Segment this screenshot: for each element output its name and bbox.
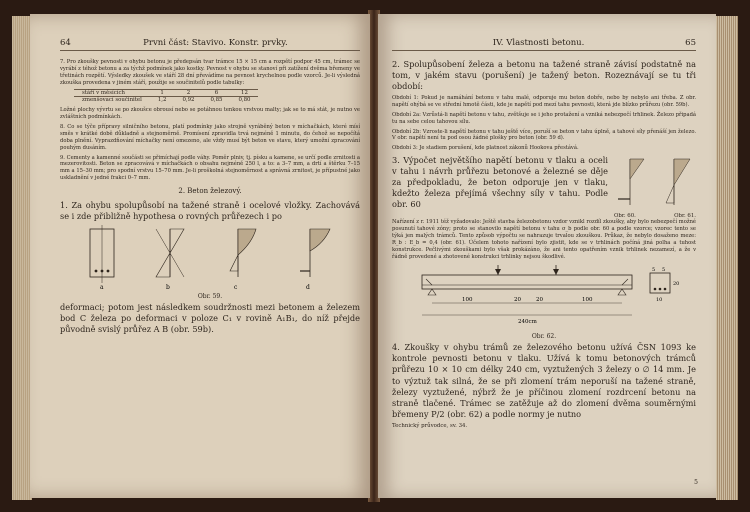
fig60-stress-diagram xyxy=(618,159,644,205)
fig59-label-a: a xyxy=(100,284,104,292)
paragraph-item7b: Ložné plochy vývrtu se po zkoušce obrousí nebo se potáhnou tenkou vrstvou malty; jak se to má stát, je nutno ve zvláštních podmínkách. xyxy=(60,107,360,121)
footer-reference: Technický průvodce, sv. 34. xyxy=(392,422,468,429)
right-header xyxy=(392,38,696,51)
fig59-label-c: c xyxy=(234,284,238,292)
fig62-total-length: 240cm xyxy=(518,319,537,326)
paragraph-item7: 7. Pro zkoušky pevnosti v ohybu betonu je předepsán tvar trámce 15 × 15 cm a rozpětí podpor 45 cm, trámec se vyrábí z téhož betonu a za týchž podmínek jako kostky. Pevnost v ohybu se stanoví při zatížení dvěma břemeny ve třetinách rozpětí. Výsledky zkoušek ve stáří 28 dní převádíme na pevnost krychelnou podle vzorců. Je-li výsledná zkouška provedena v jiném stáří, použije se součinitelů podle tabulky: xyxy=(60,59,360,86)
fig59-caption: Obr. 59. xyxy=(197,293,223,301)
paragraph-period2: Období 2a: Vzrůstá-li napětí betonu v tahu, zvětšuje se i jeho protažení a vzniká nebezpečí trhlinek. Železo připadá tu na sebe celou tahovou sílu. xyxy=(392,111,696,125)
paragraph-deformation: deformaci; potom jest následkem soudržnosti mezi betonem a železem bod C železa po deformaci v poloze C₁ v rovině A₁B₁, do níž přejde původně svislý průřez A B (obr. 59b). xyxy=(60,302,360,335)
fig62-section-dim: 20 xyxy=(673,281,680,288)
table-row-label: zmenšovací součinitel xyxy=(74,97,150,104)
fig62-dim-label: 100 xyxy=(462,297,473,304)
table-cell: 1 xyxy=(150,90,175,97)
paragraph-period4: Období 3: Je stadiem porušení, kde platnost zákonů Hookova přestává. xyxy=(392,145,579,152)
fig59-stress-c xyxy=(230,229,256,291)
fig62-cross-section xyxy=(650,267,679,303)
fig61-caption: Obr. 61. xyxy=(674,213,696,220)
fig62-section-dim: 10 xyxy=(656,297,663,304)
fig62-dim-label: 20 xyxy=(514,297,521,304)
left-header xyxy=(60,38,360,51)
sheet-signature-number: 5 xyxy=(694,479,698,486)
figures-60-61 xyxy=(614,155,696,219)
paragraph-item1: 1. Za ohybu spolupůsobí na tažené straně i ocelové vložky. Zachovává se i zde přibližně hypothesa o rovných průřezech i po xyxy=(60,200,360,222)
fig61-stress-diagram xyxy=(666,159,690,205)
paragraph-period1: Období 1: Pokud je namáhání betonu v tahu malé, odporuje mu beton dobře, nebo by nebylo ani třeba. Z obr. napětí ohýbá se ve střední hmotě části, kde je napětí pod mezí tahu pevnosti, která jde blízko průřezu (obr. 59b). xyxy=(392,95,696,109)
table-cell: 2 xyxy=(174,90,202,97)
table-cell: 0,80 xyxy=(230,97,258,104)
right-page-number: 65 xyxy=(685,38,696,48)
fig62-section-dim: 5 xyxy=(652,267,656,274)
table-row xyxy=(74,90,258,97)
paragraph-item3b: Nařízení z r. 1911 též vyžadovalo: Ještě stavba železobetonu vzdor vznikl rozdíl zkoušky, aby bylo nebezpečí možné posunutí tahové zóny; proto se stanovilo napětí betonu v tahu σ_b podle obr. 60 a podle vzorce; vzorec tento se týká jen malých trámců. Tento způsob výpočtu se nahrazuje trvalou zkouškou. Průkaz, že nebylo dosaženo meze: R_b : E_b = 0,4 (obr. 61). Účelem tohoto nařízení bylo zjistit, kde se v trhlinách počíná jiná polha a tuhost konstrukce. Pečlivými zkouškami bylo však prokázáno, že ani tento opatřením vznik trhlinek nezamezí, a že v řádně provedené a zhotovené konstrukci trhlinky nejsou škodlivé. xyxy=(392,219,696,260)
age-coefficient-table xyxy=(74,89,258,103)
table-cell: 12 xyxy=(230,90,258,97)
table-row-label: stáří v měsících xyxy=(74,90,150,97)
left-page xyxy=(30,14,370,498)
paragraph-item3: 3. Výpočet největšího napětí betonu v tlaku a oceli v tahu i návrh průřezu betonové a železné se děje za předpokladu, že beton odporuje jen v tlaku, kdežto železa přejímá všechny síly v tahu. Podle obr. 60 xyxy=(392,155,608,210)
page-stack-right xyxy=(716,16,738,500)
paragraph-item8: 8. Co se týče přípravy silničního betonu, platí podmínky jako strojně vyráběný beton v míchačkách, které mísí směs v krátké době důkladně a stejnoměrně. Promísení zpravidla trvá nejméně 1 minutu, do čehož se nepočítá doba plnění. Vyprazdňování míchačky není omezeno, ale vždy musí být beton ve stavu, který umožní zpracování pouhým dusáním. xyxy=(60,124,360,151)
fig59-strain-b xyxy=(156,229,184,291)
fig59-label-b: b xyxy=(166,284,170,292)
fig60-caption: Obr. 60. xyxy=(614,213,636,220)
fig62-test-beam xyxy=(422,265,632,295)
left-running-head: Prvni část: Stavivo. Konstr. prvky. xyxy=(143,38,288,48)
fig59-label-d: d xyxy=(306,284,310,292)
figure-60-61-drawing xyxy=(614,155,696,213)
section-title: 2. Beton železový. xyxy=(178,187,242,196)
table-cell: 1,2 xyxy=(150,97,175,104)
figure-62 xyxy=(392,263,692,331)
table-cell: 6 xyxy=(202,90,230,97)
paragraph-item4: 4. Zkoušky v ohybu trámů ze železového betonu užívá ČSN 1093 ke kontrole pevnosti betonu v tlaku. Užívá k tomu betonových trámců průřezu 10 × 10 cm délky 240 cm, vyztužených 3 železy o ∅ 14 mm. Je to výztuž tak silná, že se při zlomení trám neporuší na tažené straně, železy vyztužené, nýbrž že je příčinou zlomení rozdrcení betonu na straně tlačené. Trámec se zatěžuje až do zlomení dvěma souměrnými břemeny P/2 (obr. 62) a podle normy je nutno xyxy=(392,342,696,419)
table-cell: 0,85 xyxy=(202,97,230,104)
table-cell: 0,92 xyxy=(174,97,202,104)
fig62-caption: Obr. 62. xyxy=(531,333,557,341)
fig62-section-dim: 5 xyxy=(662,267,666,274)
fig62-dim-label: 20 xyxy=(536,297,543,304)
figure-59 xyxy=(60,225,360,291)
left-page-number: 64 xyxy=(60,38,71,48)
fig59-section-a xyxy=(90,225,114,291)
page-stack-left xyxy=(12,16,32,500)
paragraph-item2: 2. Spolupůsobení železa a betonu na tažené straně závisí podstatně na tom, v jakém stavu (porušení) je tažený beton. Rozeznávají se tu tři období: xyxy=(392,59,696,92)
paragraph-item9: 9. Cementy a kamenné součásti se přimíchají podle váhy. Poměr plniv, tj. písku a kamene, se určí podle zrnitosti a mezerovitosti. Beton se zpracovává v míchačkách o obsahu nejméně 250 l, a to: a 3–7 mm, a drtí a štěrku 7–15 mm a 15–30 mm; pro spodní vrstvu 15–70 mm. Je-li proškolná stejnoměrnost a správná zrnitost, je přípustné jako uskladnění v jedné frakci 0–7 mm. xyxy=(60,154,360,182)
table-row xyxy=(74,97,258,104)
right-running-head: IV. Vlastnosti betonu. xyxy=(492,38,585,48)
fig62-dim-label: 100 xyxy=(582,297,593,304)
right-page xyxy=(378,14,716,498)
fig59-stress-d xyxy=(300,229,330,291)
paragraph-period3: Období 2b: Vzroste-li napětí betonu v tahu ještě více, poruší se beton v tahu úplně, a tahové síly přenáší jen železo. V obr. napětí není tu pod osou žádné plošky pro beton (obr. 59 d). xyxy=(392,128,696,142)
fig62-dimension-lines xyxy=(422,297,632,325)
